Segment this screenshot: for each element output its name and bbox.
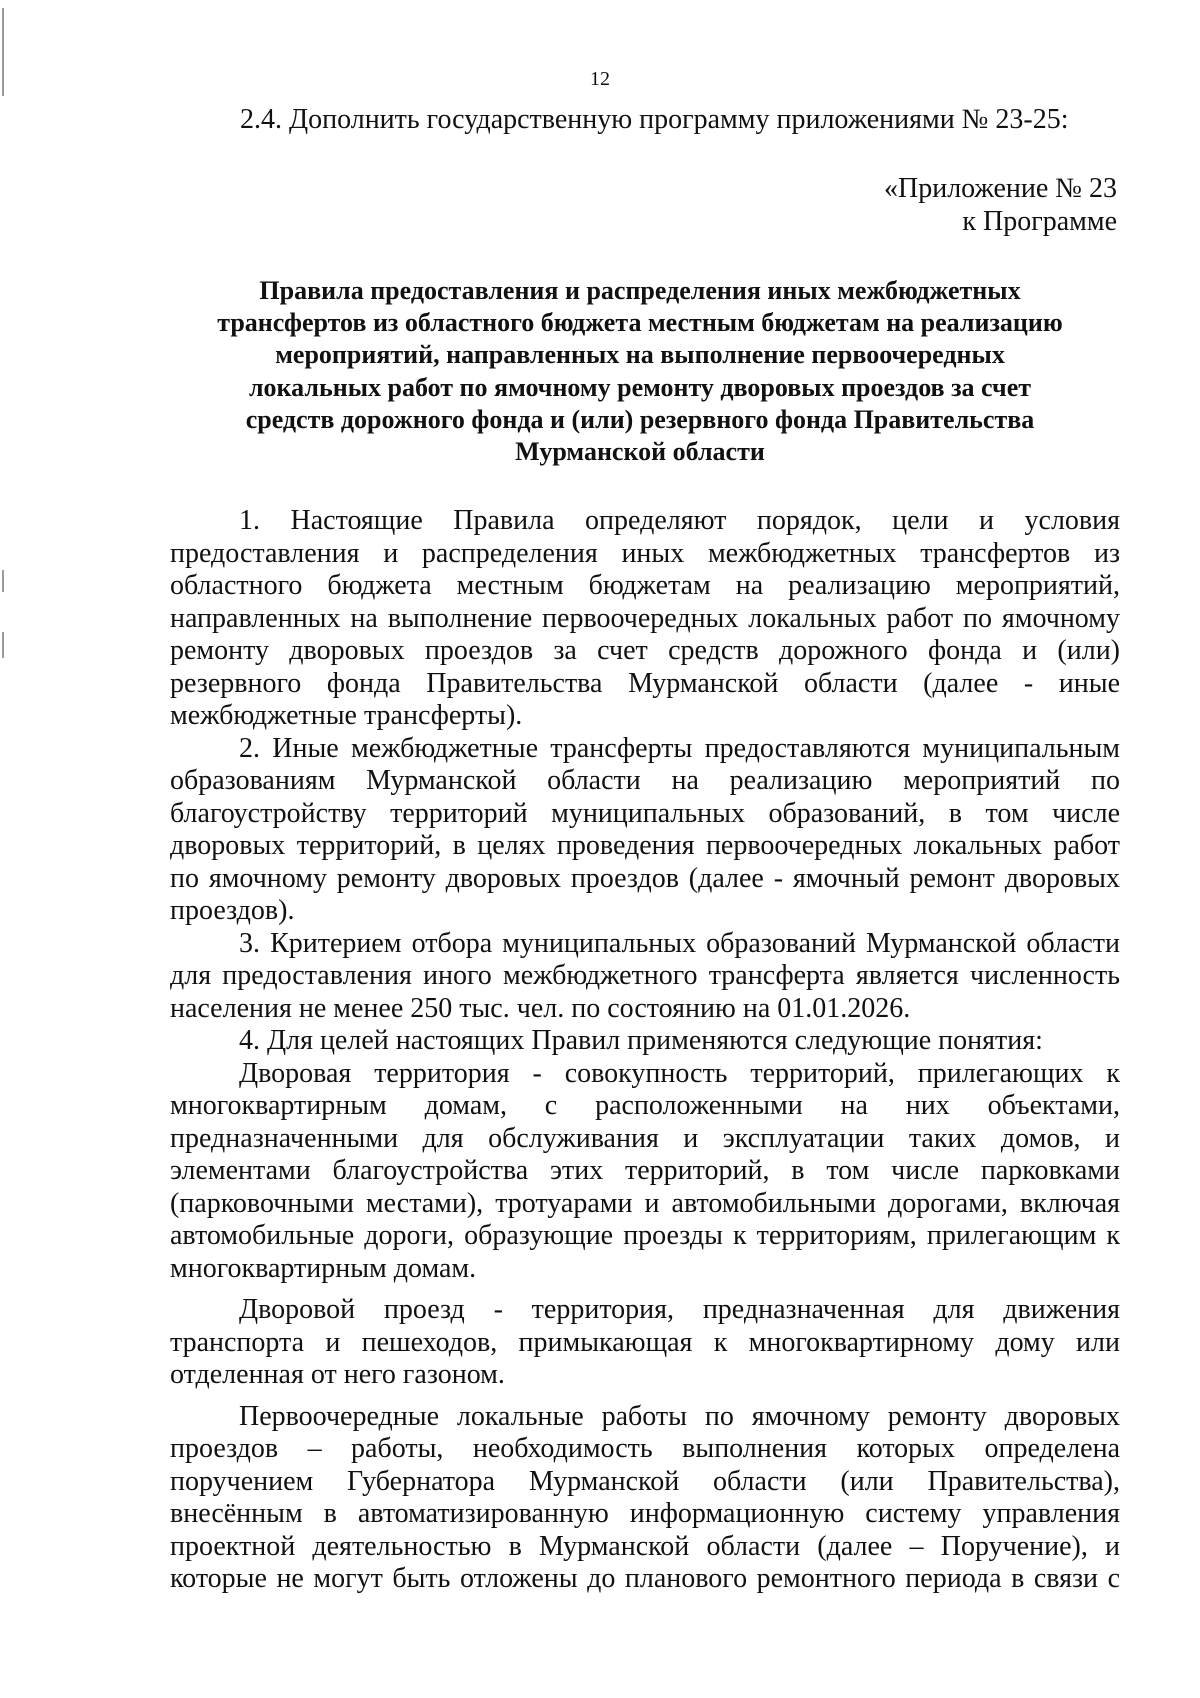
text-line: предоставления и распределения иных межбюджетных трансфертов из — [170, 537, 1120, 569]
paragraph — [170, 505, 1120, 733]
text-line: проектной деятельностью в Мурманской области (далее – Поручение), и — [170, 1530, 1120, 1562]
text-line: многоквартирным домам, с расположенными на них объектами, — [170, 1090, 1120, 1121]
amendment-intro: 2.4. Дополнить государственную программу приложениями № 23-25: — [240, 104, 1069, 135]
title-line: Правила предоставления и распределения иных межбюджетных — [259, 276, 1021, 305]
text-line: областного бюджета местным бюджетам на реализацию мероприятий, — [170, 570, 1120, 601]
text-line: 4. Для целей настоящих Правил применяются следующие понятия: — [239, 1025, 1043, 1056]
text-line: отделенная от него газоном. — [170, 1359, 505, 1390]
paragraph-spacer — [170, 1392, 1120, 1401]
text-line: элементами благоустройства этих территорий, в том числе парковками — [170, 1155, 1120, 1186]
title-line: Мурманской области — [515, 437, 765, 467]
text-line: проездов – работы, необходимость выполнения которых определена — [170, 1433, 1120, 1464]
text-line: дворовых территорий, в целях проведения первоочередных локальных работ — [170, 830, 1120, 861]
text-line: Дворовая территория - совокупность территорий, прилегающих к — [239, 1057, 1120, 1089]
text-line: 2. Иные межбюджетные трансферты предоставляются муниципальным — [239, 732, 1120, 764]
text-line: межбюджетные трансферты). — [170, 700, 523, 731]
paragraph — [170, 733, 1120, 928]
paragraph — [170, 1294, 1120, 1392]
paragraph — [170, 928, 1120, 1026]
text-line: проездов). — [170, 895, 295, 926]
text-line: 1. Настоящие Правила определяют порядок, цели и условия — [239, 505, 1120, 536]
text-line: (парковочными местами), тротуарами и автомобильными дорогами, включая — [170, 1187, 1120, 1219]
text-line: предназначенными для обслуживания и эксплуатации таких домов, и — [170, 1122, 1120, 1154]
paragraph-spacer — [170, 1285, 1120, 1294]
text-line: для предоставления иного межбюджетного трансферта является численность — [170, 960, 1120, 991]
scan-edge-mark — [2, 632, 4, 658]
text-line: направленных на выполнение первоочередных локальных работ по ямочному — [170, 602, 1120, 634]
text-line: которые не могут быть отложены до планового ремонтного периода в связи с — [170, 1563, 1120, 1594]
text-line: Дворовой проезд - территория, предназначенная для движения — [239, 1294, 1120, 1325]
text-line: автомобильные дороги, образующие проезды к территориям, прилегающим к — [170, 1220, 1120, 1251]
text-line: внесённым в автоматизированную информационную систему управления — [170, 1498, 1120, 1529]
annex-program: к Программе — [962, 206, 1117, 237]
scan-edge-mark — [2, 570, 4, 592]
text-line: резервного фонда Правительства Мурманской области (далее - иные — [170, 667, 1120, 699]
title-line: мероприятий, направленных на выполнение первоочередных — [275, 340, 1005, 370]
text-line: 3. Критерием отбора муниципальных образований Мурманской области — [239, 927, 1120, 959]
title-line: трансфертов из областного бюджета местным бюджетам на реализацию — [217, 308, 1063, 338]
text-line: населения не менее 250 тыс. чел. по состоянию на 01.01.2026. — [170, 992, 911, 1024]
document-title — [160, 275, 1120, 468]
text-line: многоквартирным домам. — [170, 1252, 477, 1284]
paragraph — [170, 1401, 1120, 1596]
title-line: средств дорожного фонда и (или) резервного фонда Правительства — [245, 404, 1035, 434]
text-line: образованиям Мурманской области на реализацию мероприятий по — [170, 765, 1120, 796]
document-body — [170, 505, 1120, 1596]
title-line: локальных работ по ямочному ремонту дворовых проездов за счет — [248, 372, 1032, 402]
text-line: ремонту дворовых проездов за счет средств дорожного фонда и (или) — [170, 635, 1120, 666]
annex-number: «Приложение № 23 — [884, 173, 1117, 204]
text-line: транспорта и пешеходов, примыкающая к многоквартирному дому или — [170, 1326, 1120, 1358]
page-number: 12 — [590, 68, 610, 90]
paragraph — [170, 1058, 1120, 1286]
paragraph — [170, 1025, 1120, 1058]
annex-header — [884, 172, 1117, 238]
text-line: поручением Губернатора Мурманской области (или Правительства), — [170, 1465, 1120, 1497]
text-line: по ямочному ремонту дворовых проездов (далее - ямочный ремонт дворовых — [170, 862, 1120, 894]
text-line: Первоочередные локальные работы по ямочному ремонту дворовых — [239, 1400, 1120, 1432]
text-line: благоустройству территорий муниципальных образований, в том числе — [170, 797, 1120, 829]
